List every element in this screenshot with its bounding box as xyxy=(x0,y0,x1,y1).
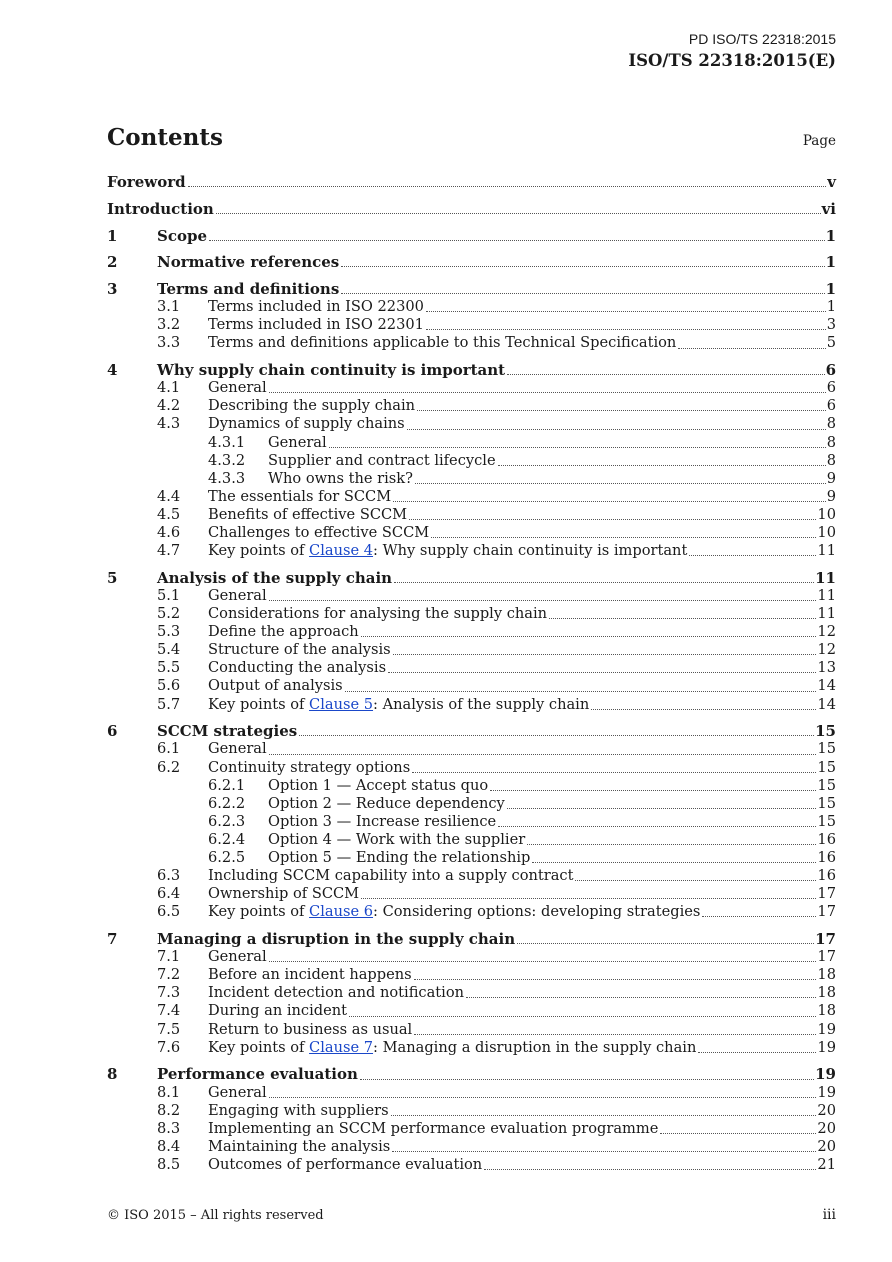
toc-entry-title: Why supply chain continuity is important xyxy=(157,361,506,380)
toc-entry-number: 8.5 xyxy=(157,1155,181,1173)
toc-entry-title: Option 5 — Ending the relationship xyxy=(268,849,531,866)
toc-entry-number: 1 xyxy=(107,226,118,245)
toc-page-number: 15 xyxy=(815,722,836,741)
toc-page-number: 16 xyxy=(817,849,836,866)
dot-leader xyxy=(702,903,816,917)
toc-page-number: 6 xyxy=(825,361,836,380)
toc-page-number: 17 xyxy=(817,948,836,966)
toc-page-number: 1 xyxy=(825,253,836,272)
toc-entry-title: Benefits of effective SCCM xyxy=(208,505,408,523)
toc-entry-title: Option 4 — Work with the supplier xyxy=(268,830,526,848)
toc-entry-number: 5 xyxy=(107,568,118,587)
toc-chapter-row[interactable] xyxy=(107,361,836,379)
dot-leader xyxy=(391,1102,817,1116)
document-id-bold-header: ISO/TS 22318:2015(E) xyxy=(628,51,836,70)
toc-entry-title: Normative references xyxy=(157,253,340,272)
toc-entry-row[interactable] xyxy=(107,506,836,524)
toc-page-number: 16 xyxy=(817,830,836,848)
dot-leader xyxy=(299,722,814,736)
toc-entry-row[interactable] xyxy=(107,488,836,506)
toc-entry-number: 6.2 xyxy=(157,758,181,776)
toc-entry-number: 4 xyxy=(107,361,118,380)
toc-entry-row[interactable] xyxy=(107,1138,836,1156)
toc-page-number: 3 xyxy=(826,316,836,334)
toc-page-number: 16 xyxy=(817,867,836,885)
dot-leader xyxy=(360,1065,814,1079)
dot-leader xyxy=(507,795,817,809)
toc-entry-number: 5.5 xyxy=(157,659,181,677)
toc-entry-number: 6.2.2 xyxy=(208,794,246,812)
toc-entry-number: 3.3 xyxy=(157,334,181,352)
toc-entry-row[interactable] xyxy=(107,777,836,795)
toc-entry-title: Option 3 — Increase resilience xyxy=(268,812,497,830)
page-column-label: Page xyxy=(802,133,836,149)
dot-leader xyxy=(549,605,816,619)
toc-chapter-row[interactable] xyxy=(107,930,836,948)
toc-entry-title: Before an incident happens xyxy=(208,966,412,984)
toc-page-number: 10 xyxy=(817,505,836,523)
toc-entry-number: 8.4 xyxy=(157,1137,181,1155)
toc-entry-title: Engaging with suppliers xyxy=(208,1101,389,1119)
toc-chapter-row[interactable] xyxy=(107,173,836,191)
toc-page-number: 20 xyxy=(817,1119,836,1137)
dot-leader xyxy=(209,227,825,241)
dot-leader xyxy=(532,849,816,863)
dot-leader xyxy=(394,569,814,583)
toc-entry-number: 6.3 xyxy=(157,867,181,885)
dot-leader xyxy=(393,488,826,502)
toc-page-number: 15 xyxy=(817,812,836,830)
toc-page-number: 9 xyxy=(826,469,836,487)
toc-entry-number: 5.1 xyxy=(157,587,181,604)
dot-leader xyxy=(341,253,824,267)
toc-chapter-row[interactable] xyxy=(107,253,836,271)
dot-leader xyxy=(388,659,816,673)
toc-entry-row[interactable] xyxy=(107,659,836,677)
toc-entry-row[interactable] xyxy=(107,415,836,433)
toc-entry-row[interactable] xyxy=(107,379,836,397)
toc-page-number: 1 xyxy=(825,280,836,299)
toc-entry-title: Maintaining the analysis xyxy=(208,1137,391,1155)
toc-page-number: 18 xyxy=(817,966,836,984)
toc-entry-title: Ownership of SCCM xyxy=(208,885,360,903)
toc-page-number: 14 xyxy=(817,677,836,695)
toc-entry-title-prefix: Key points of xyxy=(208,695,310,713)
toc-entry-title-prefix: Key points of xyxy=(208,542,310,560)
toc-entry-row[interactable] xyxy=(107,984,836,1002)
dot-leader xyxy=(431,524,816,538)
toc-entry-title: Supplier and contract lifecycle xyxy=(268,451,496,469)
toc-entry-row[interactable] xyxy=(107,831,836,849)
toc-page-number: 17 xyxy=(817,885,836,903)
toc-page-number: 6 xyxy=(826,379,836,397)
copyright-footer: © ISO 2015 – All rights reserved xyxy=(107,1208,324,1223)
toc-page-number: 19 xyxy=(815,1065,836,1084)
toc-entry-number: 6.2.5 xyxy=(208,849,246,866)
document-id-header: PD ISO/TS 22318:2015 xyxy=(688,31,836,47)
toc-entry-row[interactable] xyxy=(107,316,836,334)
dot-leader xyxy=(575,867,816,881)
dot-leader xyxy=(269,379,826,393)
toc-entry-title: Challenges to effective SCCM xyxy=(208,524,430,542)
toc-entry-number: 5.6 xyxy=(157,677,181,695)
dot-leader xyxy=(269,587,817,601)
toc-entry-row[interactable] xyxy=(107,696,836,714)
toc-entry-row[interactable] xyxy=(107,298,836,316)
dot-leader xyxy=(269,740,817,754)
dot-leader xyxy=(466,984,816,998)
clause-link[interactable]: Clause 7 xyxy=(309,1038,374,1056)
toc-page-number: 11 xyxy=(815,568,836,587)
dot-leader xyxy=(188,173,827,187)
toc-entry-number: 5.2 xyxy=(157,605,181,623)
toc-entry-row[interactable] xyxy=(107,1120,836,1138)
toc-page-number: 15 xyxy=(817,776,836,794)
toc-page-number: 21 xyxy=(817,1155,836,1173)
toc-entry-number: 2 xyxy=(107,253,118,272)
toc-entry-title: General xyxy=(208,379,267,397)
toc-entry-number: 8.1 xyxy=(157,1083,181,1101)
toc-page-number: 1 xyxy=(826,298,836,316)
dot-leader xyxy=(216,200,821,214)
toc-page-number: 5 xyxy=(826,334,836,352)
toc-entry-title: Analysis of the supply chain xyxy=(157,568,393,587)
toc-entry-title: Option 2 — Reduce dependency xyxy=(268,794,505,812)
dot-leader xyxy=(507,361,824,375)
toc-entry-number: 3.1 xyxy=(157,298,181,316)
toc-entry-number: 7.4 xyxy=(157,1002,181,1020)
toc-entry-number: 6.1 xyxy=(157,740,181,758)
toc-entry-row[interactable] xyxy=(107,1084,836,1102)
toc-page-number: 19 xyxy=(817,1020,836,1038)
toc-entry-row[interactable] xyxy=(107,1002,836,1020)
toc-entry-title: General xyxy=(208,1083,267,1101)
toc-entry-title-prefix: Key points of xyxy=(208,1038,310,1056)
toc-entry-row[interactable] xyxy=(107,542,836,560)
toc-entry-row[interactable] xyxy=(107,795,836,813)
toc-entry-title xyxy=(208,696,589,714)
dot-leader xyxy=(417,397,826,411)
toc-entry-row[interactable] xyxy=(107,605,836,623)
toc-page-number: 12 xyxy=(817,641,836,659)
dot-leader xyxy=(393,641,817,655)
toc-page-number: 8 xyxy=(826,451,836,469)
toc-entry-title: Output of analysis xyxy=(208,677,343,695)
dot-leader xyxy=(414,966,817,980)
toc-entry-title: Scope xyxy=(157,226,208,245)
toc-entry-title: Performance evaluation xyxy=(157,1065,358,1084)
dot-leader xyxy=(484,1156,816,1170)
toc-entry-number: 7 xyxy=(107,930,118,949)
toc-entry-number: 7.5 xyxy=(157,1020,181,1038)
toc-chapter-row[interactable] xyxy=(107,1065,836,1083)
page-number-footer: iii xyxy=(822,1207,836,1223)
toc-entry-number: 4.4 xyxy=(157,487,181,505)
toc-entry-number: 6.2.1 xyxy=(208,776,246,794)
dot-leader xyxy=(426,316,826,330)
toc-entry-number: 6 xyxy=(107,722,118,741)
toc-page-number: 18 xyxy=(817,984,836,1002)
toc-entry-row[interactable] xyxy=(107,759,836,777)
toc-entry-number: 7.1 xyxy=(157,948,181,966)
toc-entry-row[interactable] xyxy=(107,434,836,452)
clause-link[interactable]: Clause 4 xyxy=(309,542,374,560)
page-title: Contents xyxy=(107,124,223,151)
toc-entry-title: Continuity strategy options xyxy=(208,758,411,776)
toc-chapter-row[interactable] xyxy=(107,227,836,245)
toc-page-number: 15 xyxy=(817,758,836,776)
toc-page-number: vi xyxy=(821,199,836,218)
toc-entry-number: 4.1 xyxy=(157,379,181,397)
toc-entry-row[interactable] xyxy=(107,813,836,831)
toc-entry-number: 8.2 xyxy=(157,1101,181,1119)
toc-chapter-row[interactable] xyxy=(107,569,836,587)
toc-page-number: 11 xyxy=(817,587,836,604)
toc-entry-row[interactable] xyxy=(107,641,836,659)
toc-entry-title: General xyxy=(208,948,267,966)
toc-entry-number: 3 xyxy=(107,280,118,299)
toc-entry-title: Define the approach xyxy=(208,623,359,641)
dot-leader xyxy=(415,470,826,484)
dot-leader xyxy=(269,1084,817,1098)
dot-leader xyxy=(269,948,817,962)
dot-leader xyxy=(407,415,826,429)
toc-entry-number: 3.2 xyxy=(157,316,181,334)
toc-page-number: 17 xyxy=(815,930,836,949)
dot-leader xyxy=(409,506,816,520)
toc-page-number: 15 xyxy=(817,740,836,758)
toc-chapter-row[interactable] xyxy=(107,280,836,298)
toc-entry-row[interactable] xyxy=(107,966,836,984)
toc-entry-title xyxy=(208,1039,696,1057)
toc-entry-title: Terms included in ISO 22300 xyxy=(208,298,424,316)
toc-entry-row[interactable] xyxy=(107,885,836,903)
toc-entry-number: 4.3.1 xyxy=(208,433,246,451)
toc-entry-row[interactable] xyxy=(107,452,836,470)
toc-page-number: 11 xyxy=(817,605,836,623)
toc-entry-title: Who owns the risk? xyxy=(268,469,413,487)
toc-entry-title: Dynamics of supply chains xyxy=(208,415,405,433)
toc-page-number: 17 xyxy=(817,903,836,921)
toc-entry-title: General xyxy=(208,587,267,604)
toc-entry-row[interactable] xyxy=(107,397,836,415)
toc-page-number: 12 xyxy=(817,623,836,641)
toc-entry-number: 6.2.3 xyxy=(208,812,246,830)
toc-entry-row[interactable] xyxy=(107,849,836,867)
toc-entry-number: 5.3 xyxy=(157,623,181,641)
toc-entry-row[interactable] xyxy=(107,1156,836,1174)
toc-page-number: 9 xyxy=(826,487,836,505)
toc-entry-number: 4.6 xyxy=(157,524,181,542)
toc-page-number: 11 xyxy=(817,542,836,560)
toc-entry-title xyxy=(208,903,700,921)
toc-entry-title: Outcomes of performance evaluation xyxy=(208,1155,483,1173)
toc-entry-title: General xyxy=(208,740,267,758)
toc-entry-title: Terms and definitions applicable to this Technical Specification xyxy=(208,334,677,352)
dot-leader xyxy=(345,677,817,691)
toc-entry-title: SCCM strategies xyxy=(157,722,298,741)
clause-link[interactable]: Clause 5 xyxy=(309,695,374,713)
toc-entry-number: 4.3 xyxy=(157,415,181,433)
toc-page-number: 8 xyxy=(826,415,836,433)
toc-entry-title: Terms and definitions xyxy=(157,280,340,299)
toc-page-number: 18 xyxy=(817,1002,836,1020)
dot-leader xyxy=(498,452,826,466)
toc-page-number: 14 xyxy=(817,695,836,713)
toc-page-number: 13 xyxy=(817,659,836,677)
dot-leader xyxy=(517,930,814,944)
toc-entry-row[interactable] xyxy=(107,524,836,542)
dot-leader xyxy=(412,759,816,773)
toc-entry-row[interactable] xyxy=(107,740,836,758)
toc-entry-row[interactable] xyxy=(107,948,836,966)
dot-leader xyxy=(361,623,817,637)
toc-entry-title: Implementing an SCCM performance evaluation programme xyxy=(208,1119,659,1137)
toc-entry-title: During an incident xyxy=(208,1002,348,1020)
toc-entry-title-suffix: : Managing a disruption in the supply chain xyxy=(373,1038,697,1056)
toc-entry-title: The essentials for SCCM xyxy=(208,487,392,505)
toc-entry-title: General xyxy=(268,433,327,451)
toc-page-number: v xyxy=(827,173,836,191)
toc-page-number: 1 xyxy=(825,226,836,245)
toc-page-number: 19 xyxy=(817,1083,836,1101)
toc-entry-number: 6.5 xyxy=(157,903,181,921)
toc-chapter-row[interactable] xyxy=(107,722,836,740)
dot-leader xyxy=(392,1138,816,1152)
dot-leader xyxy=(490,777,816,791)
dot-leader xyxy=(527,831,816,845)
toc-entry-title: Introduction xyxy=(107,199,214,218)
toc-entry-number: 4.2 xyxy=(157,397,181,415)
toc-entry-row[interactable] xyxy=(107,623,836,641)
toc-entry-number: 7.3 xyxy=(157,984,181,1002)
dot-leader xyxy=(341,280,824,294)
dot-leader xyxy=(349,1002,816,1016)
dot-leader xyxy=(426,298,826,312)
dot-leader xyxy=(329,434,826,448)
dot-leader xyxy=(698,1039,816,1053)
toc-entry-title-suffix: : Analysis of the supply chain xyxy=(373,695,590,713)
toc-entry-number: 4.3.2 xyxy=(208,451,246,469)
toc-entry-row[interactable] xyxy=(107,677,836,695)
toc-entry-title xyxy=(208,542,687,560)
toc-entry-title-suffix: : Considering options: developing strategies xyxy=(373,903,701,921)
toc-entry-number: 8.3 xyxy=(157,1119,181,1137)
toc-entry-row[interactable] xyxy=(107,587,836,605)
toc-page-number: 6 xyxy=(826,397,836,415)
toc-entry-title: Describing the supply chain xyxy=(208,397,416,415)
toc-entry-number: 8 xyxy=(107,1065,118,1084)
dot-leader xyxy=(678,334,825,348)
toc-entry-title: Considerations for analysing the supply chain xyxy=(208,605,548,623)
toc-entry-title-suffix: : Why supply chain continuity is important xyxy=(373,542,688,560)
toc-entry-title: Structure of the analysis xyxy=(208,641,391,659)
toc-page-number: 8 xyxy=(826,433,836,451)
toc-entry-number: 5.4 xyxy=(157,641,181,659)
toc-entry-number: 5.7 xyxy=(157,695,181,713)
dot-leader xyxy=(591,696,816,710)
toc-entry-number: 6.2.4 xyxy=(208,830,246,848)
toc-entry-row[interactable] xyxy=(107,334,836,352)
toc-entry-title: Incident detection and notification xyxy=(208,984,465,1002)
toc-chapter-row[interactable] xyxy=(107,200,836,218)
toc-entry-title: Option 1 — Accept status quo xyxy=(268,776,489,794)
toc-entry-row[interactable] xyxy=(107,867,836,885)
toc-entry-title: Managing a disruption in the supply chain xyxy=(157,930,516,949)
table-of-contents xyxy=(107,173,836,1174)
toc-entry-number: 4.7 xyxy=(157,542,181,560)
toc-entry-row[interactable] xyxy=(107,903,836,921)
toc-entry-title: Foreword xyxy=(107,173,186,191)
toc-page-number: 20 xyxy=(817,1137,836,1155)
toc-entry-number: 7.2 xyxy=(157,966,181,984)
toc-page-number: 19 xyxy=(817,1038,836,1056)
toc-entry-row[interactable] xyxy=(107,1102,836,1120)
toc-page-number: 20 xyxy=(817,1101,836,1119)
toc-page-number: 15 xyxy=(817,794,836,812)
dot-leader xyxy=(414,1021,816,1035)
toc-entry-row[interactable] xyxy=(107,1021,836,1039)
toc-entry-row[interactable] xyxy=(107,470,836,488)
dot-leader xyxy=(660,1120,816,1134)
dot-leader xyxy=(689,542,816,556)
toc-entry-row[interactable] xyxy=(107,1039,836,1057)
toc-entry-number: 4.3.3 xyxy=(208,469,246,487)
toc-entry-title: Terms included in ISO 22301 xyxy=(208,316,424,334)
toc-entry-number: 4.5 xyxy=(157,505,181,523)
toc-entry-title: Return to business as usual xyxy=(208,1020,413,1038)
clause-link[interactable]: Clause 6 xyxy=(309,903,374,921)
toc-entry-title-prefix: Key points of xyxy=(208,903,310,921)
toc-page-number: 10 xyxy=(817,524,836,542)
dot-leader xyxy=(498,813,816,827)
dot-leader xyxy=(361,885,816,899)
toc-entry-title: Including SCCM capability into a supply contract xyxy=(208,867,574,885)
toc-entry-title: Conducting the analysis xyxy=(208,659,387,677)
toc-entry-number: 7.6 xyxy=(157,1038,181,1056)
toc-entry-number: 6.4 xyxy=(157,885,181,903)
